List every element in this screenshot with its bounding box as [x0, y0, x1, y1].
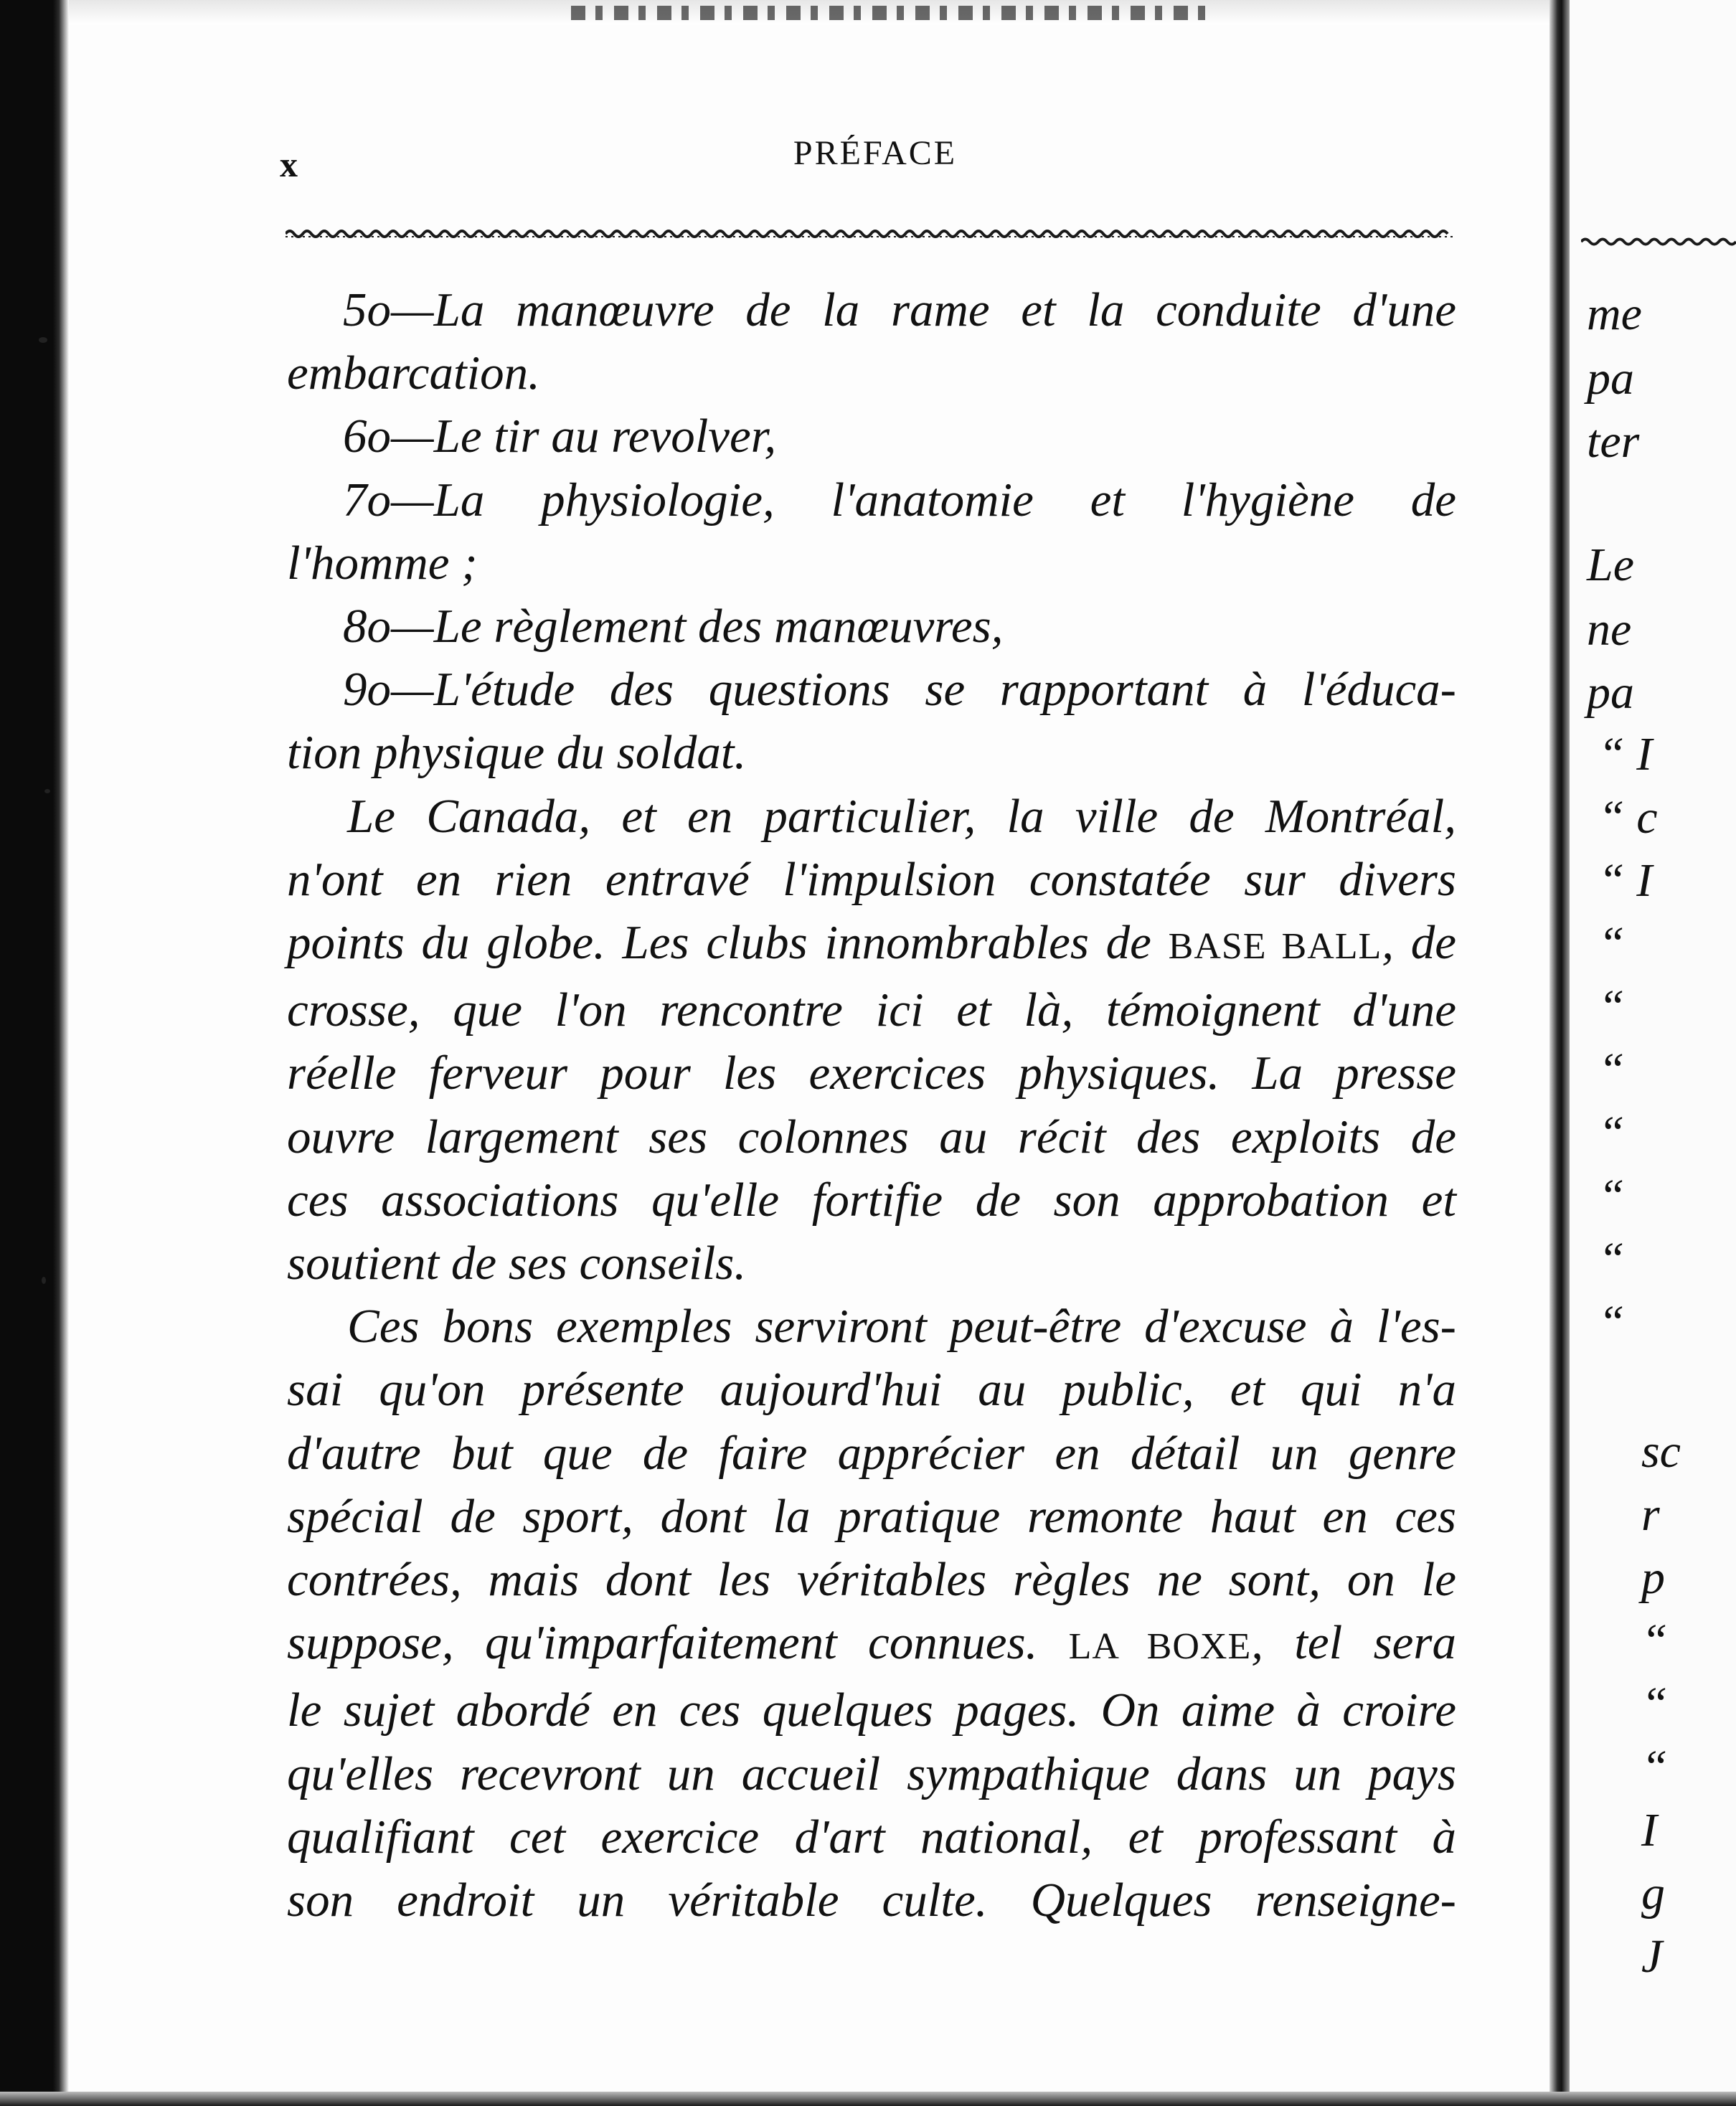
fragment: “: [1641, 1741, 1668, 1793]
fragment: pa: [1587, 352, 1634, 405]
running-head: [273, 122, 1478, 184]
text-line: 6o—Le tir au revolver,: [343, 410, 777, 463]
fragment: “: [1598, 981, 1625, 1033]
scan-top-edge: [69, 0, 1561, 24]
fragment: “: [1641, 1615, 1668, 1667]
scan-speck: [44, 789, 50, 793]
text-line: son endroit un véritable culte. Quelques renseigne-: [287, 1874, 1456, 1927]
text-line: soutient de ses conseils.: [287, 1237, 747, 1290]
text-line: [287, 1611, 1456, 1678]
scan-bottom-edge: [0, 2092, 1736, 2106]
fragment: me: [1587, 288, 1642, 340]
ornament-rule: [286, 228, 1455, 240]
fragment: I: [1641, 1804, 1657, 1856]
fragment: p: [1641, 1552, 1665, 1604]
text-line: Ces bons exemples serviront peut-être d'excuse à l'es-: [347, 1300, 1456, 1354]
book-page-right-partial: [1570, 0, 1736, 2106]
small-caps-term: BASE BALL: [1168, 926, 1382, 968]
text-line: réelle ferveur pour les exercices physiques. La presse: [287, 1047, 1456, 1100]
fragment: pa: [1587, 666, 1634, 719]
text-line: qualifiant cet exercice d'art national, et professant à: [287, 1810, 1456, 1864]
text-line: l'homme ;: [287, 536, 478, 590]
text-line: Le Canada, et en particulier, la ville de Montréal,: [347, 789, 1456, 843]
text-line: embarcation.: [287, 346, 540, 400]
fragment: “ I: [1598, 728, 1653, 780]
fragment: “: [1598, 1296, 1625, 1349]
fragment: ter: [1587, 415, 1640, 468]
fragment: J: [1641, 1930, 1663, 1983]
fragment: “: [1598, 1107, 1625, 1159]
text-line: 7o—La physiologie, l'anatomie et l'hygiène de: [343, 473, 1456, 526]
book-gutter: [1549, 0, 1570, 2106]
fragment: “ I: [1598, 854, 1653, 907]
text-line: tion physique du soldat.: [287, 726, 747, 780]
text-line: [287, 911, 1456, 978]
scan-speck: [39, 337, 47, 343]
page-title: PRÉFACE: [793, 134, 958, 172]
fragment: Le: [1587, 539, 1634, 591]
fragment: r: [1641, 1488, 1660, 1541]
fragment: ne: [1587, 603, 1632, 656]
text-line: n'ont en rien entravé l'impulsion constatée sur divers: [287, 852, 1456, 906]
fragment: “: [1641, 1678, 1668, 1730]
fragment: “ c: [1598, 791, 1658, 844]
fragment: sc: [1641, 1425, 1681, 1478]
text-run: , tel sera: [1251, 1616, 1456, 1670]
text-line: crosse, que l'on rencontre ici et là, témoignent d'une: [287, 983, 1456, 1037]
text-line: d'autre but que de faire apprécier en détail un genre: [287, 1426, 1456, 1480]
text-line: 9o—L'étude des questions se rapportant à l'éduca-: [343, 663, 1456, 717]
text-line: qu'elles recevront un accueil sympathique dans un pays: [287, 1747, 1456, 1800]
fragment: “: [1598, 1233, 1625, 1285]
page-number: x: [280, 144, 298, 184]
ornament-rule-right: [1581, 237, 1736, 247]
text-line: 8o—Le règlement des manœuvres,: [343, 600, 1004, 653]
text-line: le sujet abordé en ces quelques pages. On aime à croire: [287, 1684, 1456, 1737]
fragment: “: [1598, 917, 1625, 970]
page-body: [287, 278, 1456, 1932]
text-run: points du globe. Les clubs innombrables de: [287, 916, 1151, 970]
scan-speck: [42, 1277, 46, 1284]
text-line: ouvre largement ses colonnes au récit des exploits de: [287, 1110, 1456, 1163]
text-run: , de: [1382, 916, 1456, 970]
scan-left-border: [0, 0, 69, 2106]
bleed-through-marks: [571, 6, 1217, 20]
small-caps-term: LA BOXE: [1068, 1626, 1252, 1668]
text-line: contrées, mais dont les véritables règles ne sont, on le: [287, 1553, 1456, 1607]
fragment: “: [1598, 1044, 1625, 1096]
text-line: 5o—La manœuvre de la rame et la conduite d'une: [343, 283, 1456, 336]
text-line: sai qu'on présente aujourd'hui au public, et qui n'a: [287, 1363, 1456, 1417]
fragment: “: [1598, 1170, 1625, 1222]
book-page-left: [273, 122, 1478, 2059]
text-line: spécial de sport, dont la pratique remonte haut en ces: [287, 1489, 1456, 1543]
fragment: g: [1641, 1867, 1665, 1920]
text-run: suppose, qu'imparfaitement connues.: [287, 1616, 1038, 1670]
text-line: ces associations qu'elle fortifie de son approbation et: [287, 1173, 1456, 1227]
